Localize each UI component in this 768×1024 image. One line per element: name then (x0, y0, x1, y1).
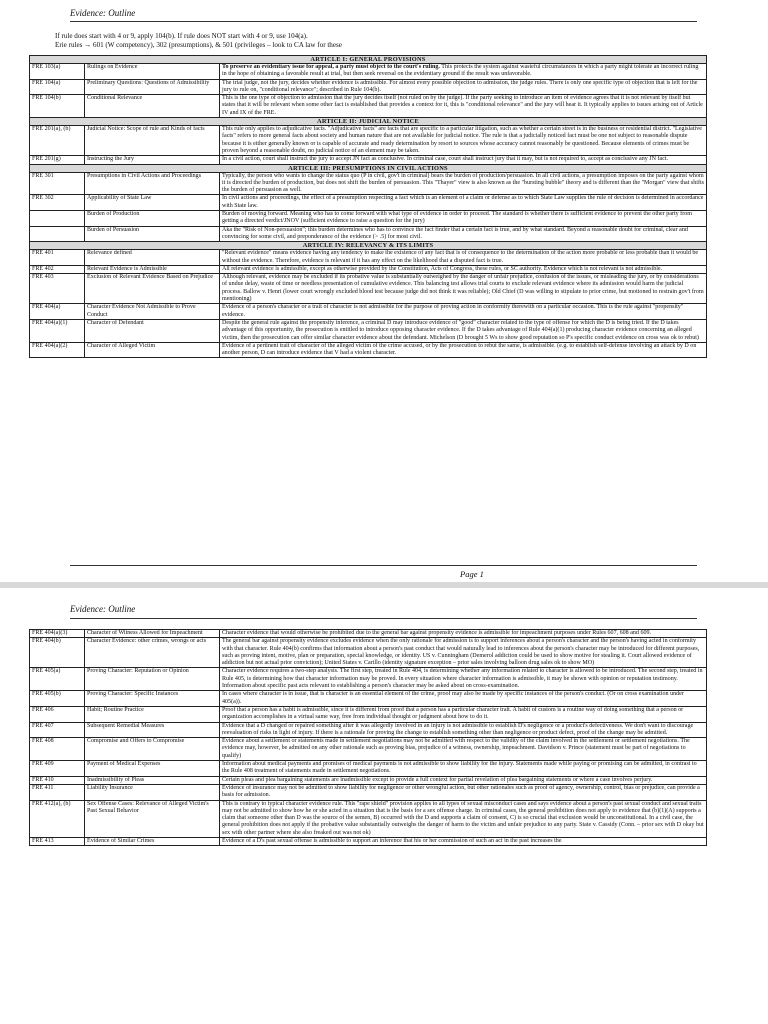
article-heading-row (30, 56, 707, 64)
rule-title: Judicial Notice: Scope of rule and Kinds of facts (85, 126, 220, 156)
rule-body-text: This protects the system against wasteful circumstances in which a party might tolerate an incorrect ruling in the hope of obtaining a favorable result at trial, but then seek reversal on the evidentiary ground if the result was unfavorable. (222, 64, 699, 78)
rule-title: Character of Witness Allowed for Impeachment (85, 630, 220, 638)
page-footer: Page 1 (460, 569, 484, 579)
rules-table-body (30, 630, 707, 846)
rule-title: Character Evidence: other crimes, wrongs or acts (85, 638, 220, 668)
article-heading: ARTICLE III: PRESUMPTIONS IN CIVIL ACTIONS (30, 164, 707, 172)
intro-notes (55, 32, 705, 50)
article-heading: ARTICLE IV: RELEVANCY & ITS LIMITS (30, 242, 707, 250)
rule-description: Aka the "Risk of Non-persuasion"; this burden determines who has to convince the fact finder that a certain fact is true, and by what standard. Beyond a reasonable doubt for criminal, clear and convincing for some civil, and preponderance of the evidence (> .5) for most civil. (220, 226, 707, 242)
intro-line: Erie rules → 601 (W competency), 302 (presumptions), & 501 (privileges – look to CA law for these (55, 41, 342, 49)
footer-rule (70, 565, 697, 566)
rule-description: The trial judge, not the jury, decides whether evidence is admissible. For almost every possible objection to admission, the judge rules. There is only one specific type of objection that is left for the jury to rule on, "conditional relevance"; described in Rule 104(b). (220, 79, 707, 95)
intro-line: If rule does start with 4 or 9, apply 104(b). If rule does NOT start with 4 or 9, use 104(a). (55, 32, 308, 40)
table-row (30, 784, 707, 800)
rule-number: FRE 401 (30, 250, 85, 266)
rule-title: Burden of Production (85, 211, 220, 227)
rule-description: In cases where character is in issue, that is character is an essential element of the crime, proof may also be made by specific instances of the person's conduct. (Or on cross examination under 405(a)). (220, 691, 707, 707)
table-row (30, 638, 707, 668)
rule-number: FRE 404(b) (30, 638, 85, 668)
rule-title: Sex Offense Cases: Relevance of Alleged Victim's Past Sexual Behavior (85, 800, 220, 837)
rule-lead-text: To preserve an evidentiary issue for appeal, a party must object to the court's ruling. (222, 64, 440, 70)
rule-title: Liability Insurance (85, 784, 220, 800)
article-heading-row (30, 242, 707, 250)
rule-description: Although relevant, evidence may be excluded if its probative value is substantially outweighed by the danger of unfair prejudice, confusion of the issues, or misleading the jury, or by considerations of undue delay, waste of time or needless presentation of cumulative evidence. This balancing test allows trial courts to exclude relevant evidence where its admission would harm the judicial process. Ballow v. Henri (lower court wrongly excluded blood test because judge did not think it was reliable); Old Chief (D was willing to stipulate to prior crime, but motioned to restrain gov't from mentioning) (220, 274, 707, 304)
rule-title: Burden of Persuasion (85, 226, 220, 242)
rule-title: Character of Alleged Victim (85, 342, 220, 358)
rule-title: Rulings on Evidence (85, 64, 220, 80)
rule-number: FRE 412(a), (b) (30, 800, 85, 837)
rule-number: FRE 407 (30, 722, 85, 738)
rule-description: Information about medical payments and promises of medical payments is not admissible to show liability for the injury. Statements made while paying or promising can be admitted, in contrast to the Rule 408 treatment of statements made in settlement negotiations. (220, 761, 707, 777)
rule-description: The general bar against propensity evidence excludes evidence when the only rationale for admission is to support inferences about a person's character and the person's having acted in conformity with that character. Rule 404(b) confirms that information about a person's past conduct that would naturally lead to inferences about the person's character may be introduced for different purposes, such as proving intent, motive, plan or preparation, special knowledge, or identity. US v. Cunningham (Demerol addiction could be used to show motive for stealing it. Court allowed evidence of addiction but not actual prior conviction); United States v. Carillo (identity signature exception – prior sales involving balloon drug sales ok to show MO) (220, 638, 707, 668)
rule-description: Evidence of insurance may not be admitted to show liability for negligence or other wrongful action, but other rationales such as proof of agency, ownership, control, bias or prejudice, can provide a basis for admission. (220, 784, 707, 800)
rules-table (29, 55, 707, 358)
rule-number: FRE 404(a)(3) (30, 630, 85, 638)
rule-number: FRE 201(g) (30, 156, 85, 164)
rule-title: Preliminary Questions: Questions of Admissibility (85, 79, 220, 95)
rule-description: Evidence of a person's character or a trait of character is not admissible for the purpose of proving action in conformity therewith on a particular occasion. This is the rule against "propensity" evidence. (220, 304, 707, 320)
rule-title: Compromise and Offers to Compromise (85, 738, 220, 761)
rule-description: Burden of moving forward. Meaning who has to come forward with what type of evidence in order to proceed. The standard is whether there is sufficient evidence to prevent the other party from getting a directed verdict/JNOV (sufficient evidence to raise a question for the jury) (220, 211, 707, 227)
table-row (30, 79, 707, 95)
article-heading: ARTICLE I: GENERAL PROVISIONS (30, 56, 707, 64)
rule-title: Proving Character: Specific Instances (85, 691, 220, 707)
table-row (30, 738, 707, 761)
table-row (30, 319, 707, 342)
article-heading-row (30, 164, 707, 172)
rule-title: Presumptions in Civil Actions and Proceedings (85, 172, 220, 195)
document-page-2 (0, 588, 768, 1024)
table-row (30, 172, 707, 195)
rule-number: FRE 403 (30, 274, 85, 304)
table-row (30, 156, 707, 164)
rule-description: Character evidence that would otherwise be prohibited due to the general bar against propensity evidence is admissible for impeachment purposes under Rules 607, 608 and 609. (220, 630, 707, 638)
table-row (30, 95, 707, 118)
rule-number: FRE 410 (30, 776, 85, 784)
rule-title: Exclusion of Relevant Evidence Based on Prejudice (85, 274, 220, 304)
table-row (30, 211, 707, 227)
table-row (30, 64, 707, 80)
rule-description: Proof that a person has a habit is admissible, since it is different from proof that a person has a particular character trait. A habit of custom is a routine way of doing something that a person or organization accomplishes in a virtual same way, free from individual thought or judgment about how to do it. (220, 706, 707, 722)
table-row (30, 776, 707, 784)
table-row (30, 126, 707, 156)
rule-title: Habit; Routine Practice (85, 706, 220, 722)
rule-description (220, 64, 707, 80)
rule-title: Relevant Evidence is Admissible (85, 265, 220, 273)
rule-number: FRE 405(a) (30, 668, 85, 691)
table-row (30, 630, 707, 638)
table-row (30, 226, 707, 242)
rule-title: Payment of Medical Expenses (85, 761, 220, 777)
rule-title: Relevance defined (85, 250, 220, 266)
rule-description: Certain pleas and plea bargaining statements are inadmissible except to provide a full context for partial revelation of plea bargaining statements or where a case involves perjury. (220, 776, 707, 784)
header-rule (70, 618, 697, 619)
rule-description: Character evidence requires a two-step analysis. The first step, treated in Rule 404, is determining whether any information related to character is allowed to be introduced. The second step, treated in Rule 405, is determining how that character information may be proved. In every situation where character information is admissible, it may be shown with opinion or reputation testimony. Information about specific past acts relevant to establishing a person's character may be asked about on cross-examination. (220, 668, 707, 691)
rule-title: Inadmissibility of Pleas (85, 776, 220, 784)
rule-number: FRE 302 (30, 195, 85, 211)
table-row (30, 274, 707, 304)
table-row (30, 668, 707, 691)
rule-title: Character of Defendant (85, 319, 220, 342)
rule-title: Subsequent Remedial Measures (85, 722, 220, 738)
rule-number: FRE 409 (30, 761, 85, 777)
table-row (30, 838, 707, 846)
rule-description: All relevant evidence is admissible, except as otherwise provided by the Constitution, Acts of Congress, these rules, or SC authority. Evidence which is not relevant is not admissible. (220, 265, 707, 273)
rule-number: FRE 406 (30, 706, 85, 722)
rule-description: Typically, the person who wants to change the status quo (P in civil, gov't in criminal) bears the burden of production/persuasion. In all civil actions, a presumption imposes on the party against whom it is directed the burden of production, but does not shift the burden of persuasion. This "Thayer" view is also known as the "bursting bubble" theory and is different than the "Morgan" view that shifts the burden of persuasion as well. (220, 172, 707, 195)
rule-description: This is the one type of objection to admission that the jury decides itself (not ruled on by the judge). If the party seeking to introduce an item of evidence agrees that it is not relevant by itself but states that it will be relevant when some other fact is established that provides a context for it, this is "conditional relevance" and the jury will hear it. It typically applies to issues arising out of Article IV and IX of the FRE. (220, 95, 707, 118)
rule-number: FRE 104(a) (30, 79, 85, 95)
table-row (30, 342, 707, 358)
article-heading: ARTICLE II: JUDICIAL NOTICE (30, 118, 707, 126)
rule-description: Despite the general rule against the propensity inference, a criminal D may introduce evidence of "good" character related to the type of offense for which the D is being tried. If the D takes advantage of this opportunity, the prosecution is entitled to introduce opposing character evidence. If the D takes advantage of Rule 404(a)(1) producing character evidence concerning an alleged victim, then the prosecution can offer similar character evidence about the defendant. Michelson (D brought 5 Ws to show good reputation so P's specific conduct evidence on cross was ok to rebut) (220, 319, 707, 342)
rule-description: Evidence about a settlement or statements made in settlement negotiations may not be admitted with respect to the validity of the claim involved in the settlement or settlement negotiations. The evidence may, however, be admitted on any other rationale such as proving bias, prejudice of a witness, ownership, impeachment. Davidson v. Prince (statement must be part of negotiations to qualify) (220, 738, 707, 761)
rule-number: FRE 103(a) (30, 64, 85, 80)
rule-number: FRE 404(a) (30, 304, 85, 320)
table-row (30, 761, 707, 777)
rule-number (30, 226, 85, 242)
rule-number: FRE 408 (30, 738, 85, 761)
table-row (30, 800, 707, 837)
rule-description: Evidence of a pertinent trait of character of the alleged victim of the crime accused, or by the prosecution to rebut the same, is admissible. (e.g. to establish self-defense involving an attack by D on another person, D can introduce evidence that V had a violent character. (220, 342, 707, 358)
table-row (30, 304, 707, 320)
table-row (30, 691, 707, 707)
table-row (30, 722, 707, 738)
rule-number: FRE 405(b) (30, 691, 85, 707)
rule-number: FRE 201(a), (b) (30, 126, 85, 156)
rule-title: Conditional Relevance (85, 95, 220, 118)
rule-description: This is contrary to typical character evidence rule. This "rape shield" provision applies to all types of sexual misconduct cases and says evidence about a person's past sexual conduct and sexual traits may not be admitted to show how he or she acted in a situation that is the basis for a sex offense charge. In criminal cases, the general prohibition does not apply to evidence that (b)(1)(A) supports a claim that someone other than D was the source of the semen, B) occurred with the D and supports a claim of consent, C) is so crucial that exclusion would be unconstitutional. In a civil case, the general prohibition does not apply if the probative value substantially outweighs the danger of harm to the victim and unfair prejudice to any party. State v. Cassidy (Conn. – prior sex with D okay but sex with other partner where she also freaked out was not ok) (220, 800, 707, 837)
page-header: Evidence: Outline (70, 604, 136, 614)
rule-description: In a civil action, court shall instruct the jury to accept JN fact as conclusive. In criminal case, court shall instruct jury that it may, but is not required to, accept as conclusive any JN fact. (220, 156, 707, 164)
table-row (30, 195, 707, 211)
rule-title: Character Evidence Not Admissible to Prove Conduct (85, 304, 220, 320)
rule-number: FRE 413 (30, 838, 85, 846)
page-header: Evidence: Outline (70, 8, 136, 18)
rule-number: FRE 402 (30, 265, 85, 273)
rule-number (30, 211, 85, 227)
rules-table (29, 629, 707, 846)
rule-description: In civil actions and proceedings, the effect of a presumption respecting a fact which is an element of a claim or defense as to which State Law supplies the rule of decision is determined in accordance with State law. (220, 195, 707, 211)
rule-title: Evidence of Similar Crimes (85, 838, 220, 846)
rule-title: Instructing the Jury (85, 156, 220, 164)
header-rule (70, 21, 697, 22)
rule-title: Proving Character: Reputation or Opinion (85, 668, 220, 691)
rule-number: FRE 404(a)(1) (30, 319, 85, 342)
rule-title: Applicability of State Law (85, 195, 220, 211)
rules-table-body (30, 56, 707, 358)
rule-number: FRE 404(a)(2) (30, 342, 85, 358)
rule-description: This rule only applies to adjudicative facts. "Adjudicative facts" are facts that are specific to a particular litigation, such as whether a certain street is in the business or residential district. "Legislative facts" refers to more general facts about society and human nature that are not available for judicial notice. The rule is that a judicially noticed fact must be one not subject to reasonable dispute because it is either generally known or is capable of accurate and ready determination by resort to sources whose accuracy cannot reasonably be questioned. Because elements of crimes must be proven beyond a reasonable doubt, no judicial notice of an element may be taken. (220, 126, 707, 156)
table-row (30, 706, 707, 722)
rule-description: "Relevant evidence" means evidence having any tendency to make the existence of any fact that is of consequence to the determination of the action more probable or less probable than it would be without the evidence. Therefore, evidence is relevant if it has any effect on the likelihood that a disputed fact is true. (220, 250, 707, 266)
rule-description: Evidence that a D changed or repaired something after it was allegedly involved in an injury is not admissible to establish D's negligence or a product's defectiveness. We don't want to discourage reevaluation of risks in light of injury. If there is a rationale for proving the change to establish something other than negligence or product defect, proof of the change may be admitted. (220, 722, 707, 738)
table-row (30, 250, 707, 266)
rule-number: FRE 104(b) (30, 95, 85, 118)
rule-description: Evidence of a D's past sexual offense is admissible to support an inference that his or her commission of such an act in the past increases the (220, 838, 707, 846)
rule-number: FRE 301 (30, 172, 85, 195)
table-row (30, 265, 707, 273)
article-heading-row (30, 118, 707, 126)
rule-number: FRE 411 (30, 784, 85, 800)
